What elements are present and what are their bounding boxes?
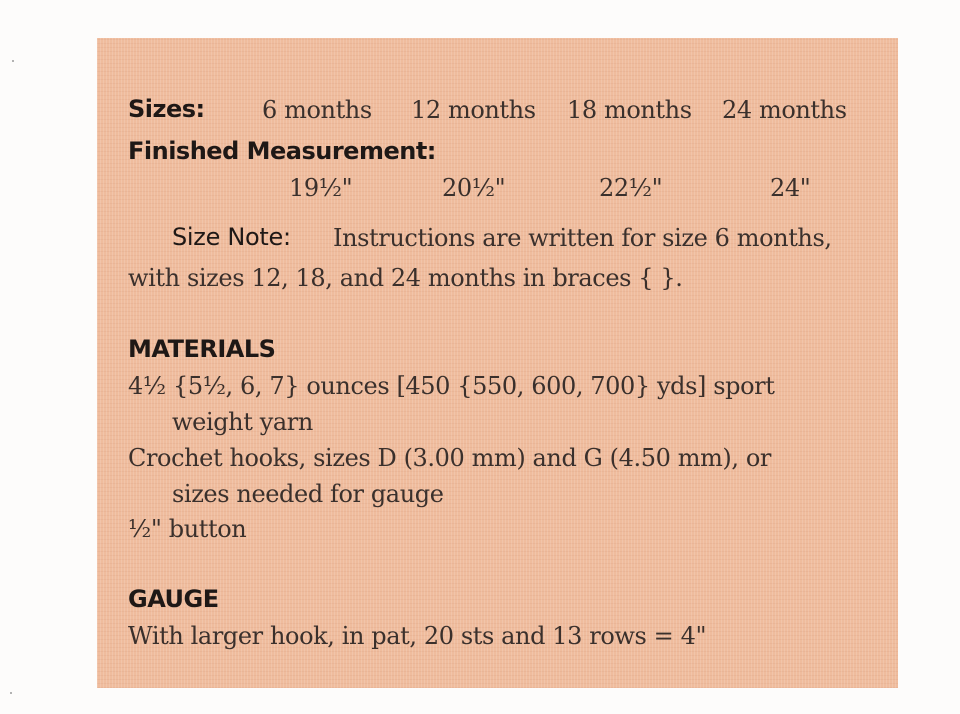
size-note-label: Size Note: (172, 223, 291, 251)
scan-speck (12, 60, 14, 62)
finished-measurement-label: Finished Measurement: (128, 137, 436, 165)
sizes-label: Sizes: (128, 95, 205, 123)
pattern-info-panel (97, 38, 898, 688)
size-6-months: 6 months (262, 96, 372, 124)
materials-button: ½" button (128, 515, 247, 543)
measurement-24-months: 24" (770, 174, 811, 202)
materials-heading: MATERIALS (128, 335, 276, 363)
measurement-12-months: 20½" (442, 174, 506, 202)
size-note-line-1: Instructions are written for size 6 months, (333, 224, 832, 252)
measurement-18-months: 22½" (599, 174, 663, 202)
size-12-months: 12 months (411, 96, 536, 124)
materials-hooks-line-2: sizes needed for gauge (172, 480, 444, 508)
measurement-6-months: 19½" (289, 174, 353, 202)
materials-yarn-line-2: weight yarn (172, 408, 313, 436)
size-18-months: 18 months (567, 96, 692, 124)
gauge-heading: GAUGE (128, 585, 219, 613)
materials-yarn-line-1: 4½ {5½, 6, 7} ounces [450 {550, 600, 700} yds] sport (128, 372, 775, 400)
gauge-text: With larger hook, in pat, 20 sts and 13 rows = 4" (128, 622, 707, 650)
size-note-line-2: with sizes 12, 18, and 24 months in braces { }. (128, 264, 683, 292)
scan-speck (10, 692, 12, 694)
materials-hooks-line-1: Crochet hooks, sizes D (3.00 mm) and G (4.50 mm), or (128, 444, 771, 472)
size-24-months: 24 months (722, 96, 847, 124)
